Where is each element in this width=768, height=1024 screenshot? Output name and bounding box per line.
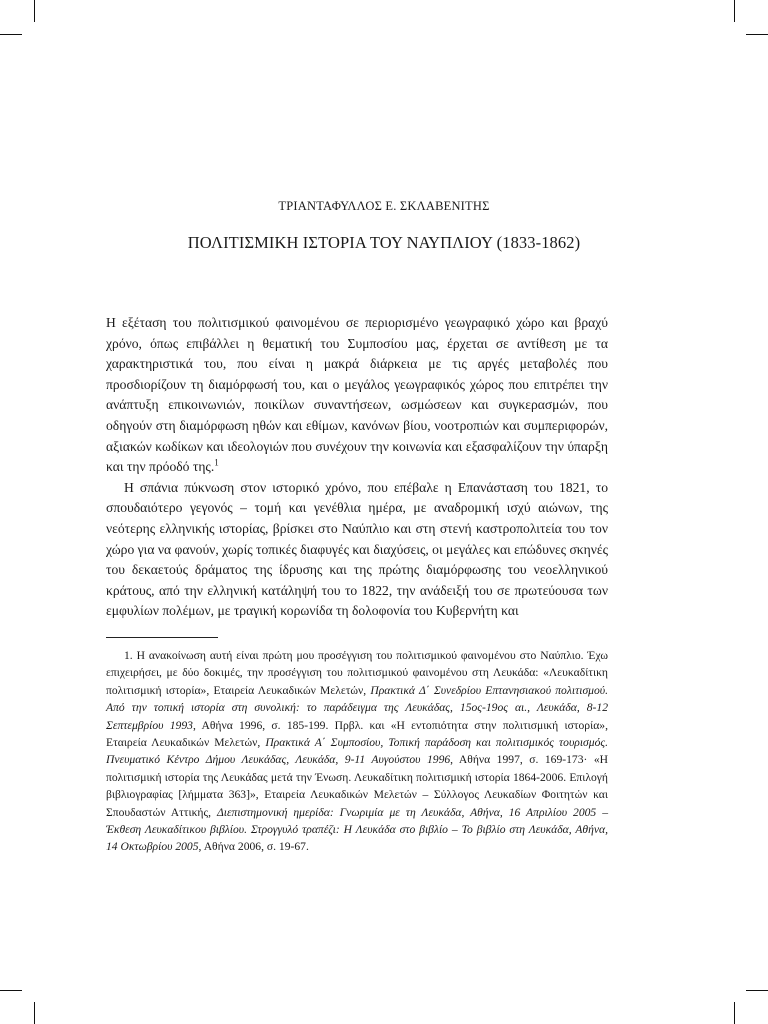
footnote-segment: 1. Η ανακοίνωση αυτή είναι πρώτη μου προσέγγιση του πολιτισμικού φαινομένου στο Ναύπλιο. Έχω επιχειρήσει, με δύο δοκιμές, την προσέγγιση του πολιτισμικού φαινομένου στη Λευκάδα: «Λευκαδίτικη πολιτισμική ιστορία», Εταιρεία Λευκαδικών Μελετών, [106,649,608,697]
crop-mark [734,1002,735,1024]
footnote-italic-title: Πρακτικά Δ΄ Συνεδρίου Επτανησιακού πολιτισμού. Από την τοπική ιστορία στη συνολική: το παράδειγμα της Λευκάδας, 15ος-19ος αι., Λευκάδα, 8-12 Σεπτεμβρίου 1993 [106,683,608,732]
crop-mark [746,34,768,35]
crop-mark [34,0,35,22]
author-name: ΤΡΙΑΝΤΑΦΥΛΛΟΣ Ε. ΣΚΛΑΒΕΝΙΤΗΣ [278,199,490,213]
crop-mark [746,990,768,991]
crop-mark [34,1002,35,1024]
paragraph-text: Η εξέταση του πολιτισμικού φαινομένου σε περιορισμένο γεωγραφικό χώρο και βραχύ χρόνο, όπως επιβάλλει η θεματική του Συμποσίου μας, έρχεται σε αντίθεση με τα χαρακτηριστικά του, που είναι η μακρά διάρκεια με τις αργές μεταβολές που προσδιορίζουν τη διαμόρφωσή του, και ο μεγάλος γεωγραφικός χώρος που επιτρέπει την ανάπτυξη επικοινωνιών, ποικίλων συναντήσεων, ωσμώσεων και συγκερασμών, που οδηγούν στη διαμόρφωση ηθών και εθίμων, κανόνων βίου, νοοτροπιών και συμπεριφορών, αξιακών κωδίκων και ιδεολογιών που συνέχουν την κοινωνία και εξασφαλίζουν την ύπαρξη και την πρόοδό της. [106,315,608,475]
paragraph [106,313,608,478]
crop-mark [0,990,22,991]
crop-mark [734,0,735,22]
paragraph: Η σπάνια πύκνωση στον ιστορικό χρόνο, που επέβαλε η Επανάσταση του 1821, το σπουδαιότερο γεγονός – τομή και γενέθλια ημέρα, με αναδρομική ισχύ αιώνων, της νεότερης ελληνικής ιστορίας, βρίσκει στο Ναύπλιο και στη στενή καστροπολιτεία του τον χώρο για να φανούν, χωρίς τοπικές διαφυγές και διαχύσεις, οι μεγάλες και επώδυνες σκηνές του δεκαετούς δράματος της ίδρυσης και της πρώτης διαμόρφωσης του νεοελληνικού κράτους, από την ελληνική κατάληψή του το 1822, την ανάδειξή του σε πρωτεύουσα των εμφυλίων πολέμων, με τραγική κορωνίδα τη δολοφονία του Κυβερνήτη και [106,479,608,619]
footnote-segment: , Αθήνα 2006, σ. 19-67. [198,840,309,854]
footnote-text [106,647,608,856]
footnote-italic-title: Διεπιστημονική ημερίδα: Γνωριμία με τη Λευκάδα, Αθήνα, 16 Απριλίου 2005 – Έκθεση Λευκαδίτικου βιβλίου. Στρογγυλό τραπέζι: Η Λευκάδα στο βιβλίο – Το βιβλίο στη Λευκάδα, Αθήνα, 14 Οκτωβρίου 2005 [106,805,608,854]
footnote-segment: , Αθήνα 1997, σ. 169-173· «Η πολιτισμική ιστορία της Λευκάδας μετά την Ένωση. Λευκαδίτικη πολιτισμική ιστορία 1864-2006. Επιλογή βιβλιογραφίας [λήμματα 363]», Εταιρεία Λευκαδικών Μελετών – Σύλλογος Λευκαδίων Φοιτητών και Σπουδαστών Αττικής, [106,753,609,819]
footnote-segment: , Αθήνα 1996, σ. 185-199. Πρβλ. και «Η εντοπιότητα στην πολιτισμική ιστορία», Εταιρεία Λευκαδικών Μελετών, [106,718,608,750]
footnote [106,647,608,856]
footnote-italic-title: Πρακτικά Α΄ Συμποσίου, Τοπική παράδοση και πολιτισμικός τουρισμός. Πνευματικό Κέντρο Δήμου Λευκάδας, Λευκάδα, 9-11 Αυγούστου 1996 [106,736,608,767]
main-text [106,313,608,622]
footnote-separator [106,637,218,638]
footnote-reference[interactable]: 1 [214,457,219,468]
crop-mark [0,34,22,35]
article-title: ΠΟΛΙΤΙΣΜΙΚΗ ΙΣΤΟΡΙΑ ΤΟΥ ΝΑΥΠΛΙΟΥ (1833-1862) [187,233,581,252]
